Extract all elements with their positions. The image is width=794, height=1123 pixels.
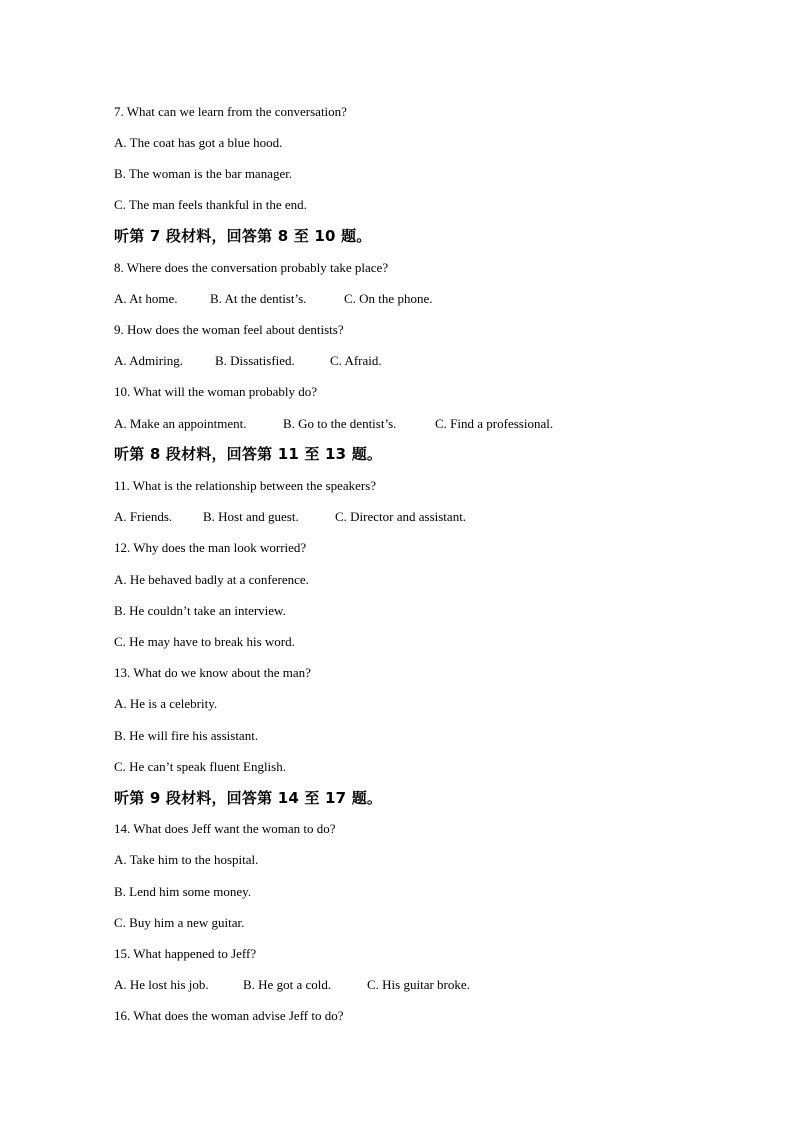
question-13-option-a: A. He is a celebrity. [114,696,218,711]
question-14-option-a: A. Take him to the hospital. [114,852,259,867]
question-15: 15. What happened to Jeff? [114,946,257,961]
question-13-option-c: C. He can’t speak fluent English. [114,759,286,774]
question-9-option-b: B. Dissatisfied. [215,353,295,368]
question-15-option-b: B. He got a cold. [243,977,332,992]
section-heading-7: 听第 7 段材料，回答第 8 至 10 题。 [114,227,372,245]
question-12-option-c: C. He may have to break his word. [114,634,295,649]
question-7-option-b: B. The woman is the bar manager. [114,166,293,181]
question-10-option-a: A. Make an appointment. [114,416,247,431]
question-8-option-a: A. At home. [114,291,178,306]
question-7-option-a: A. The coat has got a blue hood. [114,135,283,150]
question-8-option-c: C. On the phone. [344,291,433,306]
question-11: 11. What is the relationship between the speakers? [114,478,377,493]
question-12: 12. Why does the man look worried? [114,540,307,555]
question-12-option-a: A. He behaved badly at a conference. [114,572,309,587]
question-9: 9. How does the woman feel about dentists? [114,322,344,337]
question-11-option-a: A. Friends. [114,509,173,524]
question-12-option-b: B. He couldn’t take an interview. [114,603,286,618]
question-14-option-c: C. Buy him a new guitar. [114,915,245,930]
question-8: 8. Where does the conversation probably take place? [114,260,389,275]
question-13-option-b: B. He will fire his assistant. [114,728,259,743]
section-heading-9: 听第 9 段材料，回答第 14 至 17 题。 [114,789,383,807]
question-14: 14. What does Jeff want the woman to do? [114,821,336,836]
question-11-option-c: C. Director and assistant. [335,509,467,524]
question-15-option-a: A. He lost his job. [114,977,209,992]
question-9-option-c: C. Afraid. [330,353,382,368]
question-13: 13. What do we know about the man? [114,665,311,680]
question-10: 10. What will the woman probably do? [114,384,318,399]
question-10-option-c: C. Find a professional. [435,416,554,431]
question-11-option-b: B. Host and guest. [203,509,299,524]
question-7: 7. What can we learn from the conversation? [114,104,347,119]
question-16: 16. What does the woman advise Jeff to do? [114,1008,344,1023]
question-10-option-b: B. Go to the dentist’s. [283,416,397,431]
question-15-option-c: C. His guitar broke. [367,977,470,992]
question-14-option-b: B. Lend him some money. [114,884,252,899]
question-7-option-c: C. The man feels thankful in the end. [114,197,307,212]
question-9-option-a: A. Admiring. [114,353,183,368]
section-heading-8: 听第 8 段材料，回答第 11 至 13 题。 [114,445,383,463]
question-8-option-b: B. At the dentist’s. [210,291,307,306]
